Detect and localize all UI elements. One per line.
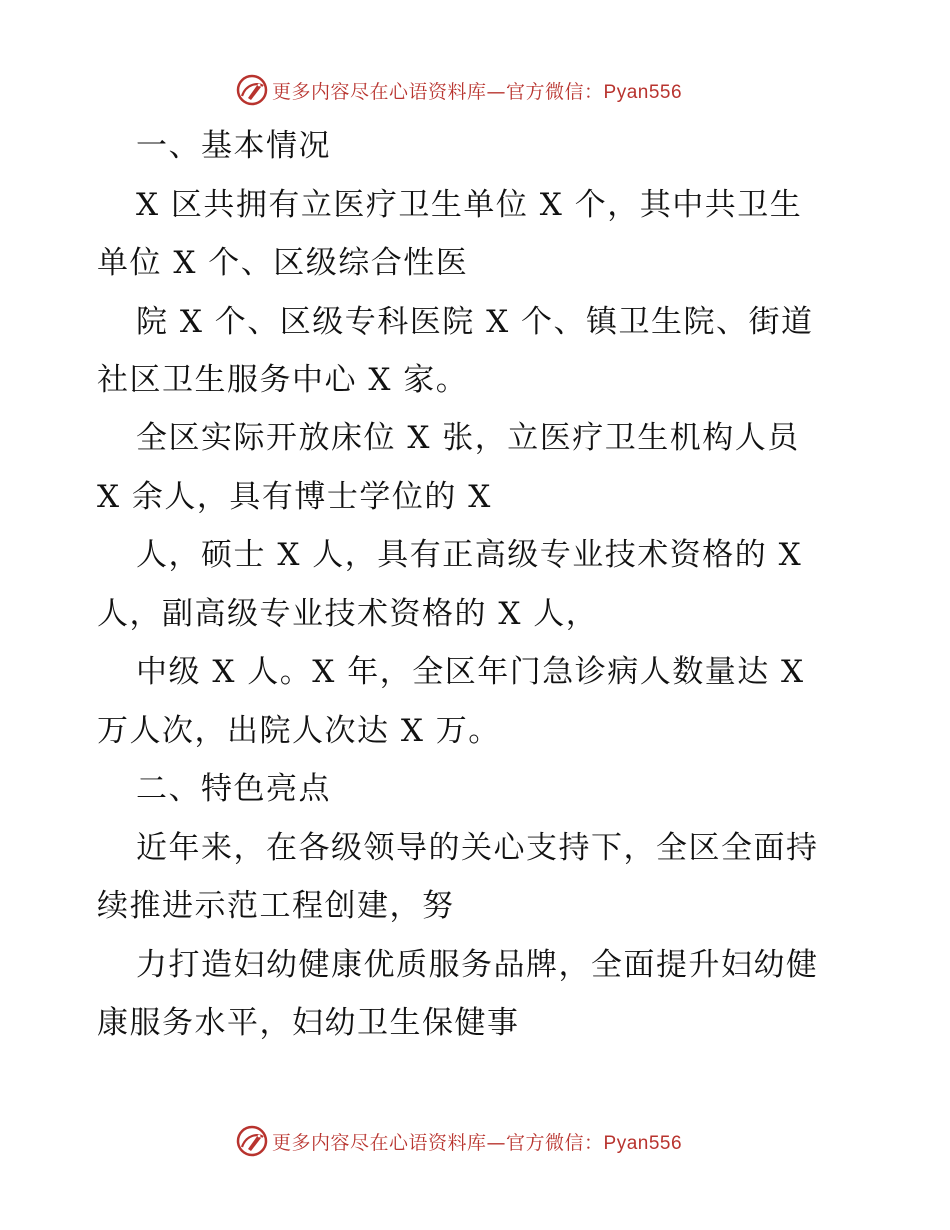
paragraph-line: 万人次，出院人次达 X 万。 xyxy=(97,713,501,749)
header-watermark xyxy=(236,73,682,107)
paragraph-line: 社区卫生服务中心 X 家。 xyxy=(97,362,469,398)
paragraph-line: 院 X 个、区级专科医院 X 个、镇卫生院、街道 xyxy=(136,304,814,340)
watermark-site-name: 更多内容尽在心语资料库 xyxy=(272,1131,487,1154)
watermark-site-name: 更多内容尽在心语资料库 xyxy=(272,80,487,103)
pen-nib-swirl-icon xyxy=(236,74,268,106)
paragraph-line: 康服务水平，妇幼卫生保健事 xyxy=(97,1005,520,1041)
watermark-text xyxy=(272,77,682,104)
watermark-label: 官方微信： xyxy=(506,1131,604,1154)
watermark-separator: — xyxy=(486,80,507,103)
section-heading-highlights: 二、特色亮点 xyxy=(136,771,331,807)
watermark-wechat-id: Pyan556 xyxy=(603,1132,683,1154)
paragraph-line: 全区实际开放床位 X 张，立医疗卫生机构人员 xyxy=(136,420,800,456)
watermark-text xyxy=(272,1128,682,1155)
section-heading-basic: 一、基本情况 xyxy=(136,128,331,164)
paragraph-line: 人，副高级专业技术资格的 X 人， xyxy=(97,596,599,632)
paragraph-line: 续推进示范工程创建，努 xyxy=(97,888,455,924)
paragraph-line: X 余人，具有博士学位的 X xyxy=(97,479,492,515)
watermark-label: 官方微信： xyxy=(506,80,604,103)
paragraph-line: 近年来，在各级领导的关心支持下，全区全面持 xyxy=(136,830,819,866)
footer-watermark xyxy=(236,1124,682,1158)
paragraph-line: 中级 X 人。X 年，全区年门急诊病人数量达 X xyxy=(136,654,805,690)
paragraph-line: 单位 X 个、区级综合性医 xyxy=(97,245,469,281)
paragraph-line: X 区共拥有立医疗卫生单位 X 个，其中共卫生 xyxy=(136,187,803,223)
paragraph-line: 人，硕士 X 人，具有正高级专业技术资格的 X xyxy=(136,537,803,573)
watermark-separator: — xyxy=(486,1131,507,1154)
pen-nib-swirl-icon xyxy=(236,1125,268,1157)
watermark-wechat-id: Pyan556 xyxy=(603,81,683,103)
paragraph-line: 力打造妇幼健康优质服务品牌，全面提升妇幼健 xyxy=(136,947,819,983)
